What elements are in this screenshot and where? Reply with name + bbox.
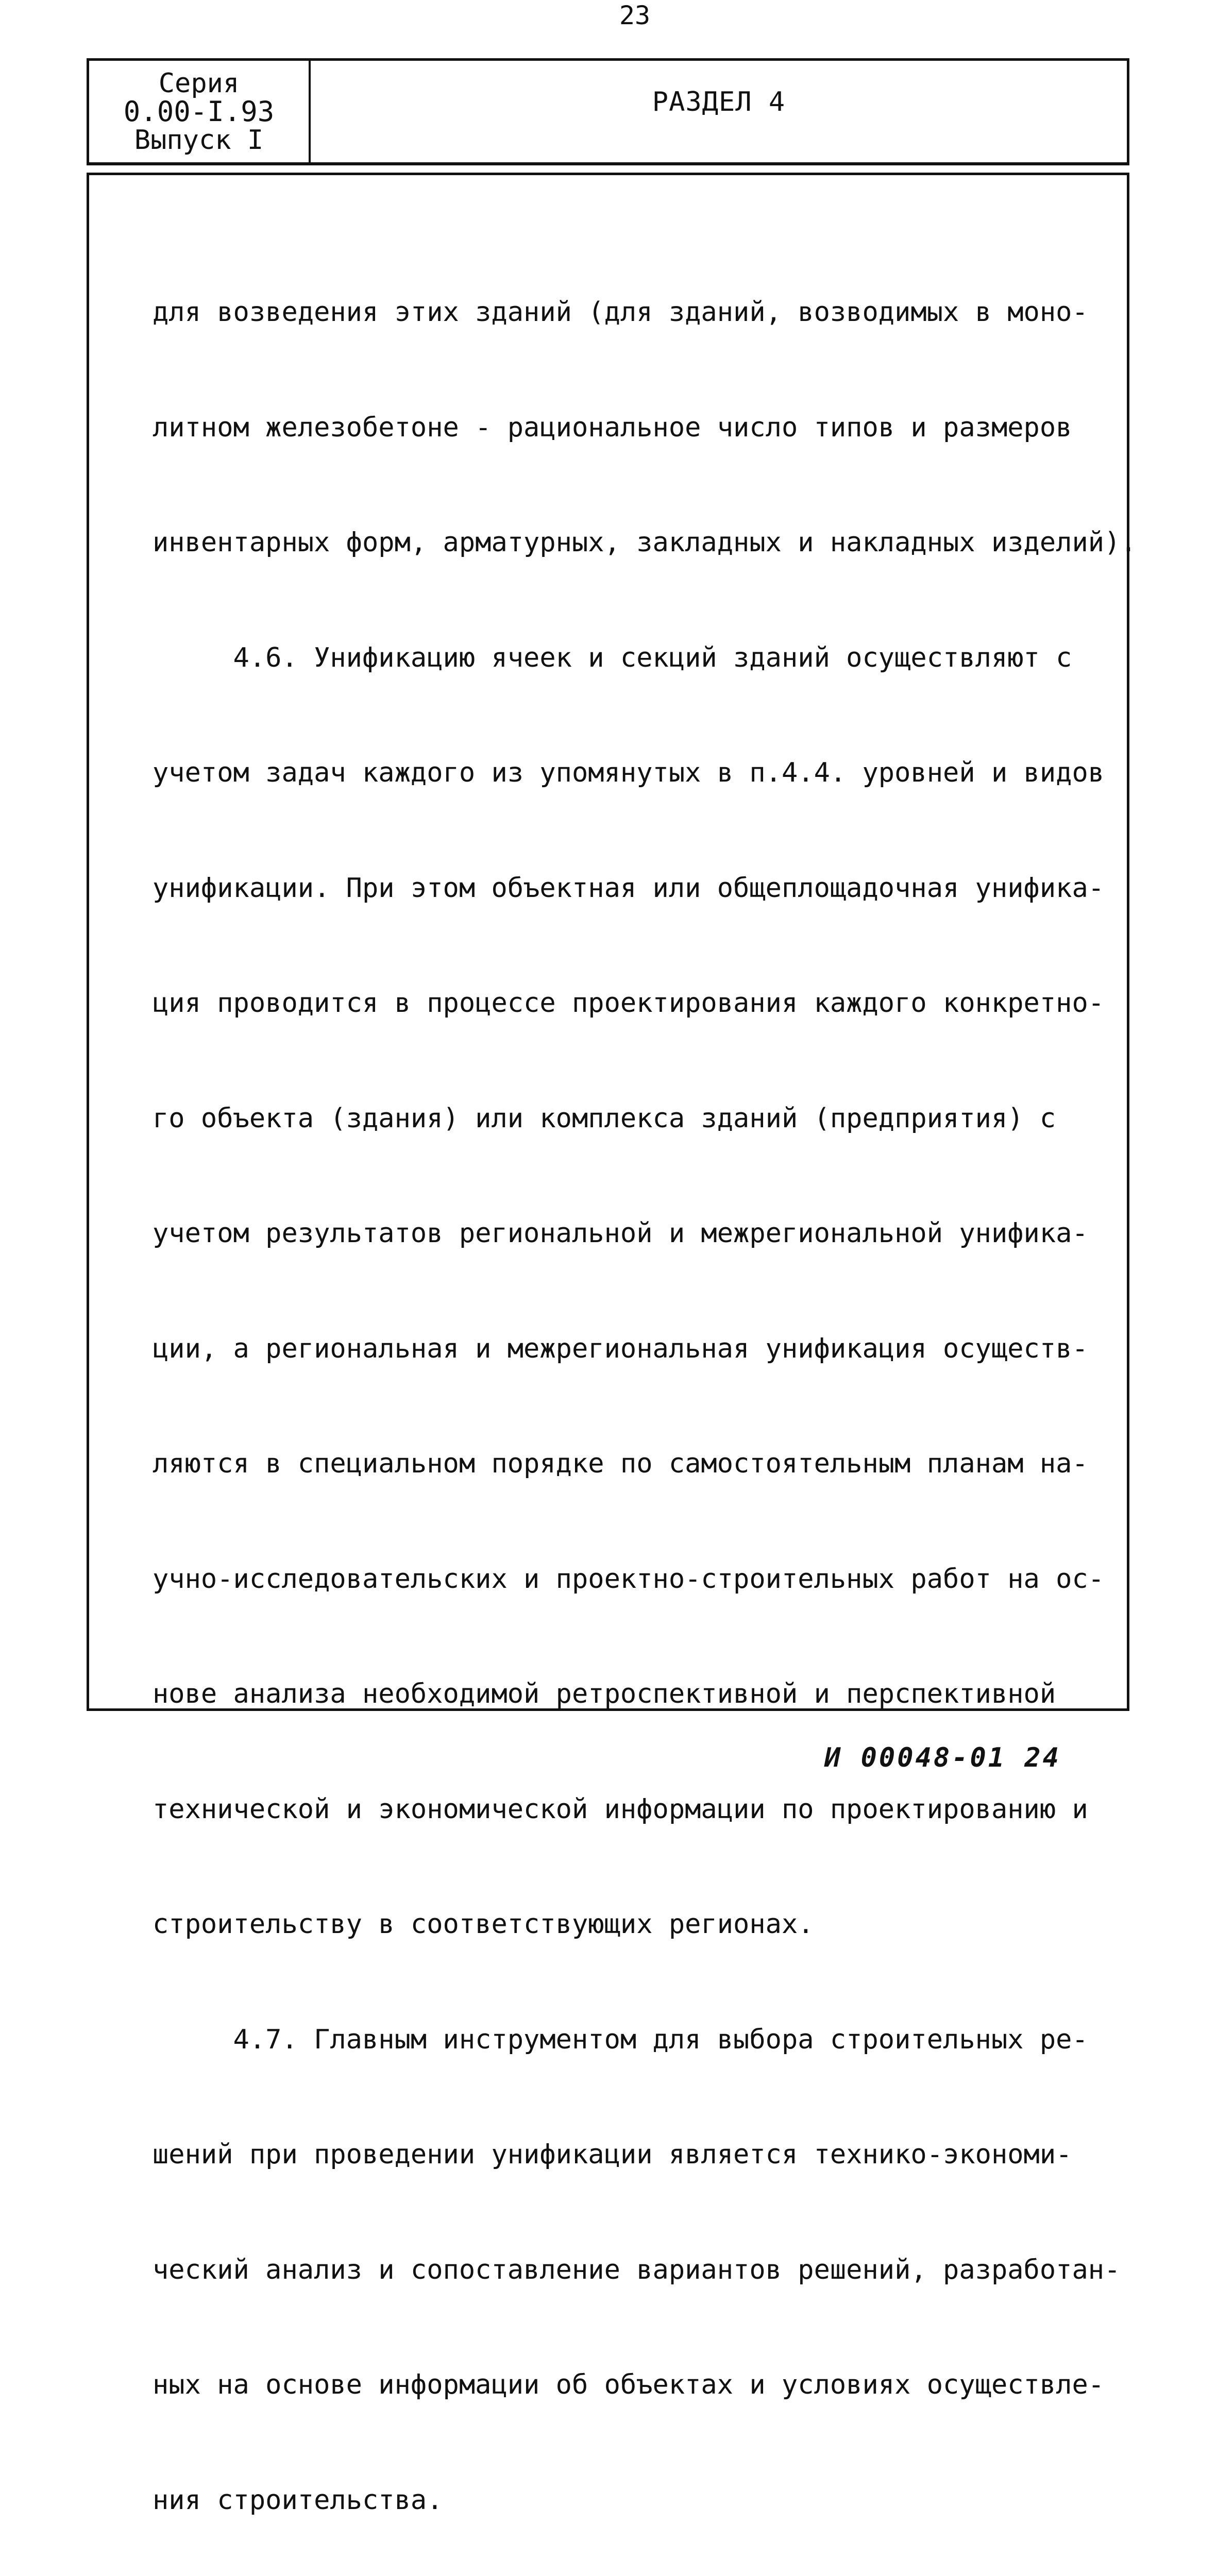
text-line: технической и экономической информации по проектированию и bbox=[153, 1793, 1088, 1825]
text-line: ных на основе информации об объектах и условиях осуществле- bbox=[153, 2369, 1105, 2400]
text-line: ляются в специальном порядке по самостоятельным планам на- bbox=[153, 1448, 1088, 1479]
series-cell bbox=[89, 61, 311, 162]
text-line: учетом результатов региональной и межрегиональной унифика- bbox=[153, 1218, 1088, 1249]
text-line: ция проводится в процессе проектирования каждого конкретно- bbox=[153, 988, 1105, 1019]
series-code: 0.00-I.93 bbox=[123, 95, 275, 128]
text-line: учно-исследовательских и проектно-строительных работ на ос- bbox=[153, 1563, 1105, 1595]
text-line: для возведения этих зданий (для зданий, возводимых в моно- bbox=[153, 297, 1088, 328]
text-line: 4.7. Главным инструментом для выбора строительных ре- bbox=[153, 2024, 1088, 2055]
text-line: строительству в соответствующих регионах. bbox=[153, 1909, 814, 1940]
series-label: Серия bbox=[158, 67, 240, 99]
text-line: ции, а региональная и межрегиональная унификация осуществ- bbox=[153, 1333, 1088, 1364]
body-text bbox=[153, 216, 1137, 2576]
document-code: И 00048-01 24 bbox=[824, 1742, 1061, 1773]
text-line: нове анализа необходимой ретроспективной и перспективной bbox=[153, 1679, 1056, 1709]
section-title: РАЗДЕЛ 4 bbox=[652, 87, 786, 117]
text-line: 4.6. Унификацию ячеек и секций зданий осуществляют с bbox=[153, 642, 1072, 673]
section-cell bbox=[311, 61, 1127, 162]
text-line: унификации. При этом объектная или общеплощадочная унифика- bbox=[153, 872, 1105, 904]
text-line: учетом задач каждого из упомянутых в п.4.4. уровней и видов bbox=[153, 757, 1105, 788]
text-line: ния строительства. bbox=[153, 2484, 443, 2516]
title-block bbox=[87, 58, 1129, 165]
page-number: 23 bbox=[619, 1, 651, 30]
text-line: литном железобетоне - рациональное число типов и размеров bbox=[153, 412, 1072, 443]
text-line: шений при проведении унификации является технико-экономи- bbox=[153, 2139, 1072, 2170]
text-line: инвентарных форм, арматурных, закладных и накладных изделий). bbox=[153, 527, 1137, 558]
issue-label: Выпуск I bbox=[134, 124, 264, 156]
text-line: го объекта (здания) или комплекса зданий (предприятия) с bbox=[153, 1103, 1056, 1134]
text-line: ческий анализ и сопоставление вариантов решений, разработан- bbox=[153, 2254, 1121, 2285]
